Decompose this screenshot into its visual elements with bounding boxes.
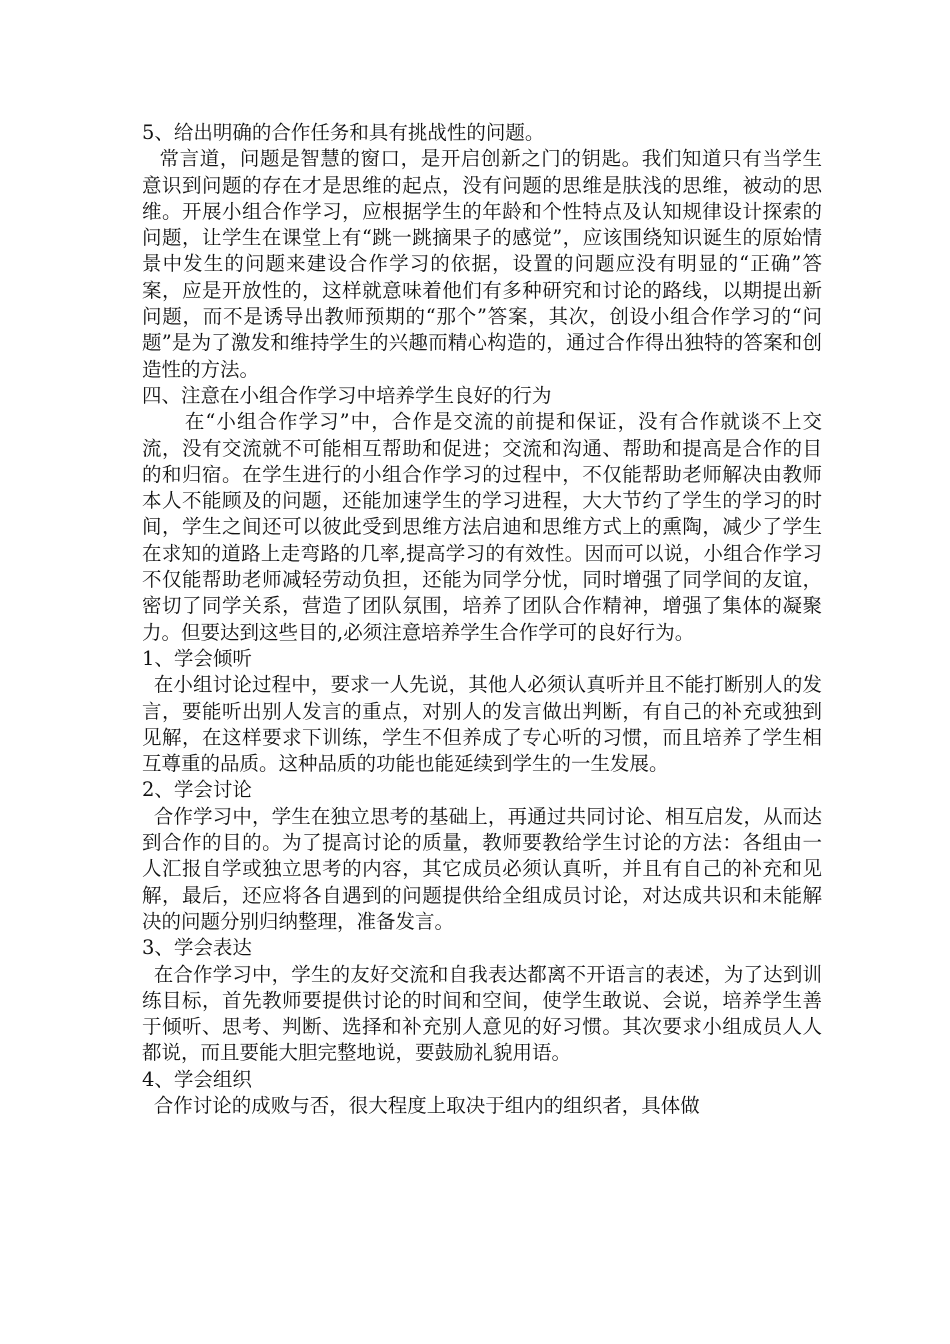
subsection-heading-organize: 4、学会组织 — [142, 1067, 252, 1091]
paragraph-questions: 常言道，问题是智慧的窗口，是开启创新之门的钥匙。我们知道只有当学生意识到问题的存在才是思维的起点，没有问题的思维是肤浅的思维，被动的思维。开展小组合作学习，应根据学生的年龄和个性特点及认知规律设计探索的问题，让学生在课堂上有“跳一跳摘果子的感觉”，应该围绕知识诞生的原始情景中发生的问题来建设合作学习的依据，设置的问题应没有明显的“正确”答案，应是开放性的，这样就意味着他们有多种研究和讨论的路线，以期提出新问题，而不是诱导出教师预期的“那个”答案，其次，创设小组合作学习的“问题”是为了激发和维持学生的兴趣而精心构造的，通过合作得出独特的答案和创造性的方法。 — [142, 147, 822, 381]
paragraph-listen: 在小组讨论过程中，要求一人先说，其他人必须认真听并且不能打断别人的发言，要能听出别人发言的重点，对别人的发言做出判断，有自己的补充或独到见解，在这样要求下训练，学生不但养成了专心听的习惯，而且培养了学生相互尊重的品质。这种品质的功能也能延续到学生的一生发展。 — [142, 673, 822, 776]
paragraph-express: 在合作学习中，学生的友好交流和自我表达都离不开语言的表述，为了达到训练目标，首先教师要提供讨论的时间和空间，使学生敢说、会说，培养学生善于倾听、思考、判断、选择和补充别人意见的好习惯。其次要求小组成员人人都说，而且要能大胆完整地说，要鼓励礼貌用语。 — [142, 962, 822, 1065]
paragraph-discuss: 合作学习中，学生在独立思考的基础上，再通过共同讨论、相互启发，从而达到合作的目的。为了提高讨论的质量，教师要教给学生讨论的方法：各组由一人汇报自学或独立思考的内容，其它成员必须认真听，并且有自己的补充和见解，最后，还应将各自遇到的问题提供给全组成员讨论，对达成共识和未能解决的问题分别归纳整理，准备发言。 — [142, 804, 822, 933]
paragraph-organize: 合作讨论的成败与否，很大程度上取决于组内的组织者，具体做 — [153, 1093, 700, 1117]
subsection-heading-discuss: 2、学会讨论 — [142, 778, 252, 802]
subsection-heading-express: 3、学会表达 — [142, 936, 252, 960]
section-heading-four: 四、注意在小组合作学习中培养学生良好的行为 — [142, 383, 552, 407]
section-heading-5: 5、给出明确的合作任务和具有挑战性的问题。 — [142, 121, 545, 144]
subsection-heading-listen: 1、学会倾听 — [142, 646, 252, 670]
paragraph-behavior: 在“小组合作学习”中，合作是交流的前提和保证，没有合作就谈不上交流，没有交流就不可能相互帮助和促进；交流和沟通、帮助和提高是合作的目的和归宿。在学生进行的小组合作学习的过程中，不仅能帮助老师解决由教师本人不能顾及的问题，还能加速学生的学习进程，大大节约了学生的学习的时间，学生之间还可以彼此受到思维方法启迪和思维方式上的熏陶，减少了学生在求知的道路上走弯路的几率,提高学习的有效性。因而可以说，小组合作学习不仅能帮助老师减轻劳动负担，还能为同学分忧，同时增强了同学间的友谊，密切了同学关系，营造了团队氛围，培养了团队合作精神，增强了集体的凝聚力。但要达到这些目的,必须注意培养学生合作学可的良好行为。 — [142, 410, 822, 644]
document-page — [142, 120, 822, 1119]
